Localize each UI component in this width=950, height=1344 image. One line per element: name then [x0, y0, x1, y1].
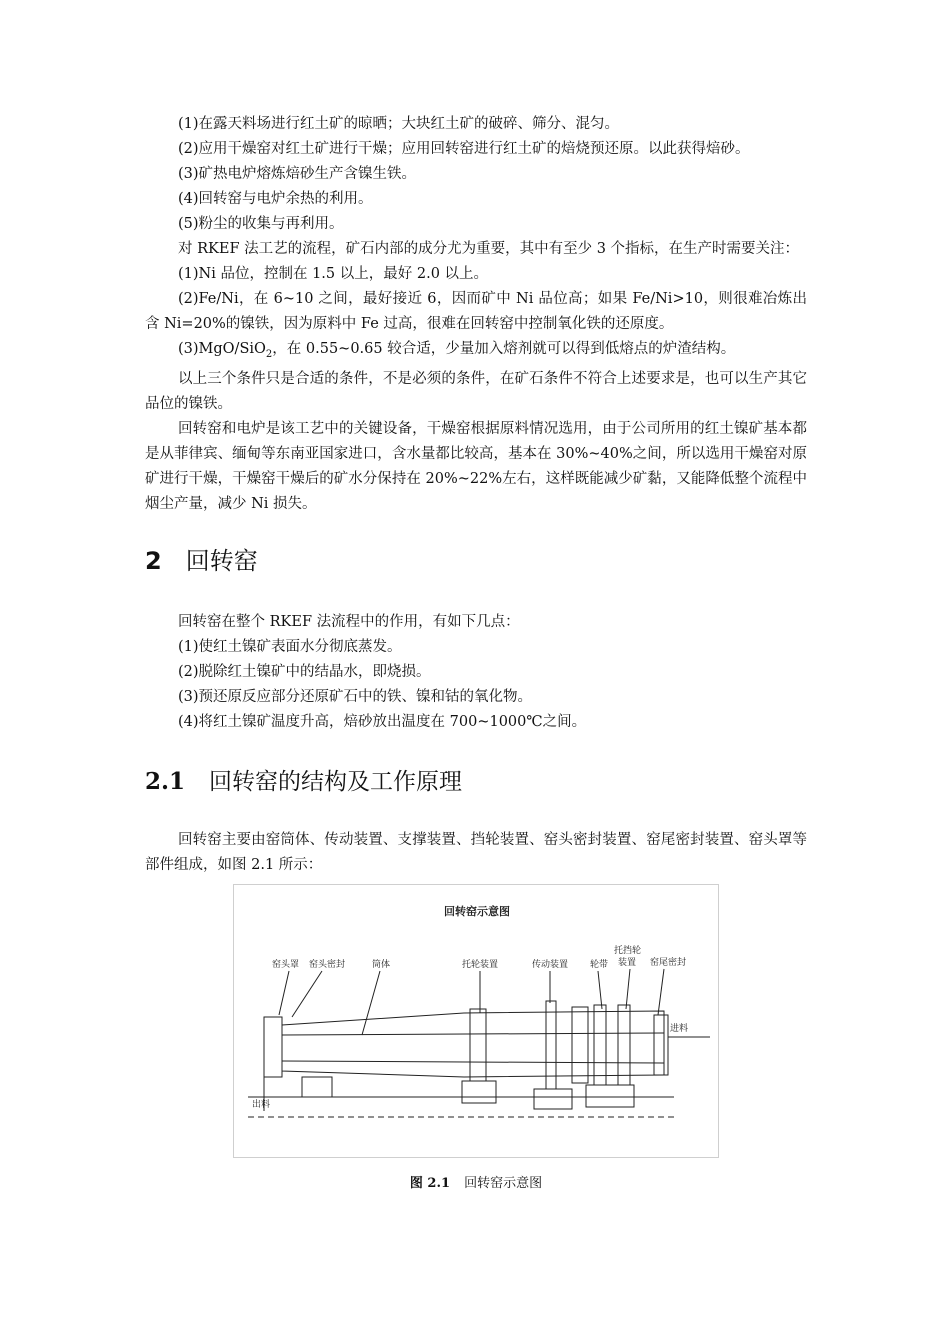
figure-title: 回转窑示意图 — [444, 904, 510, 918]
rotary-kiln-figure — [233, 884, 719, 1158]
section-2-item-2: (2)脱除红土镍矿中的结晶水，即烧损。 — [178, 663, 431, 680]
page-content — [145, 112, 807, 1191]
intro-item-3: (3)矿热电炉熔炼焙砂生产含镍生铁。 — [178, 166, 417, 182]
label-thrust-2: 装置 — [618, 957, 637, 968]
conditions-paragraph: 以上三个条件只是合适的条件，不是必须的条件，在矿石条件不符合上述要求是，也可以生产其它品位的镍铁。 — [145, 370, 807, 412]
indicator-3-prefix: (3)MgO/SiO — [178, 341, 266, 357]
section-2-title: 回转窑 — [185, 546, 258, 575]
label-discharge: 出料 — [252, 1099, 271, 1110]
indicator-3-suffix: ，在 0.55~0.65 较合适，少量加入熔剂就可以得到低熔点的炉渣结构。 — [272, 341, 736, 357]
figure-caption-number: 图 2.1 — [409, 1175, 451, 1191]
section-2-heading — [145, 541, 807, 576]
section-2-intro: 回转窑在整个 RKEF 法流程中的作用，有如下几点： — [178, 613, 520, 630]
label-tail-seal: 窑尾密封 — [650, 957, 687, 968]
label-thrust-1: 托挡轮 — [614, 945, 642, 956]
label-head-seal: 窑头密封 — [309, 959, 346, 970]
indicator-1: (1)Ni 品位，控制在 1.5 以上，最好 2.0 以上。 — [178, 266, 489, 282]
label-drive: 传动装置 — [532, 959, 569, 970]
section-2-number: 2 — [145, 546, 162, 575]
indicator-3 — [145, 337, 807, 367]
intro-item-4: (4)回转窑与电炉余热的利用。 — [178, 191, 373, 207]
kiln-drawing — [248, 969, 710, 1117]
equipment-paragraph: 回转窑和电炉是该工艺中的关键设备，干燥窑根据原料情况选用，由于公司所用的红土镍矿基本都是从菲律宾、缅甸等东南亚国家进口，含水量都比较高，基本在 30%~40%之间，所以选用干燥窑对原矿进行干燥，干燥窑干燥后的矿水分保持在 20%~22%左右，这样既能减少矿黏，又能降低整个流程中烟尘产量，减少 Ni 损失。 — [145, 420, 807, 512]
intro-item-2: (2)应用干燥窑对红土矿进行干燥；应用回转窑进行红土矿的焙烧预还原。以此获得焙砂。 — [178, 141, 750, 157]
label-feed: 进料 — [670, 1023, 689, 1034]
figure-caption-text: 回转窑示意图 — [464, 1175, 543, 1191]
section-2-item-3: (3)预还原反应部分还原矿石中的铁、镍和钴的氧化物。 — [178, 688, 533, 705]
label-shell: 筒体 — [372, 959, 391, 970]
intro-item-5: (5)粉尘的收集与再利用。 — [178, 216, 344, 232]
label-support: 托轮装置 — [462, 959, 499, 970]
section-2-1-paragraph: 回转窑主要由窑筒体、传动装置、支撑装置、挡轮装置、窑头密封装置、窑尾密封装置、窑头罩等部件组成，如图 2.1 所示： — [145, 831, 807, 873]
rkef-paragraph: 对 RKEF 法工艺的流程，矿石内部的成分尤为重要，其中有至少 3 个指标，在生产时需要关注： — [178, 241, 800, 257]
figure-caption — [145, 1172, 807, 1191]
label-tire: 轮带 — [590, 959, 609, 970]
rotary-kiln-diagram — [234, 885, 718, 1157]
section-2-1-title: 回转窑的结构及工作原理 — [209, 768, 463, 795]
section-2-item-4: (4)将红土镍矿温度升高，焙砂放出温度在 700~1000℃之间。 — [178, 713, 587, 730]
section-2-1-number: 2.1 — [145, 767, 186, 795]
section-2-item-1: (1)使红土镍矿表面水分彻底蒸发。 — [178, 638, 402, 655]
intro-item-1: (1)在露天料场进行红土矿的晾晒；大块红土矿的破碎、筛分、混匀。 — [178, 116, 620, 132]
indicator-3-subscript: 2 — [265, 348, 273, 360]
label-kiln-hood: 窑头罩 — [272, 959, 300, 970]
section-2-1-heading — [145, 763, 807, 796]
indicator-2: (2)Fe/Ni，在 6~10 之间，最好接近 6，因而矿中 Ni 品位高；如果 Fe/Ni>10，则很难冶炼出含 Ni=20%的镍铁，因为原料中 Fe 过高，很难在回转窑中控制氧化铁的还原度。 — [145, 291, 807, 332]
